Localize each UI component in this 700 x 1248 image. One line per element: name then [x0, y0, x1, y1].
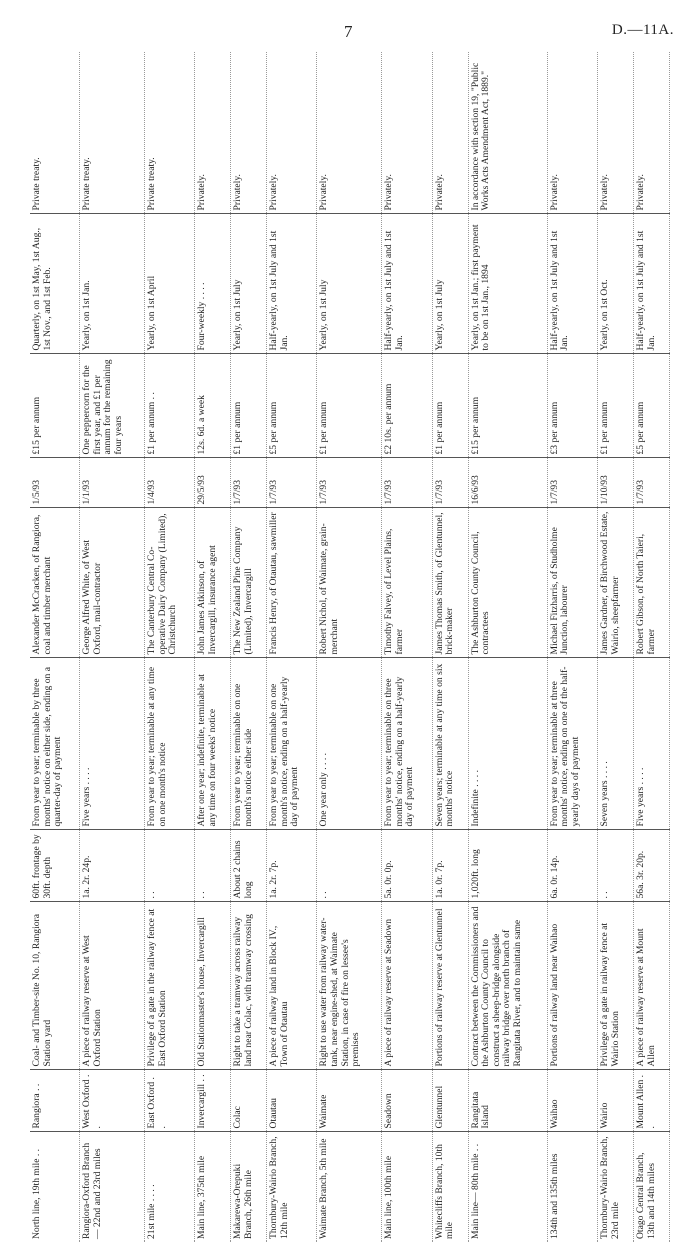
table-row [547, 52, 597, 1242]
location-cell: Main line, 375th mile [196, 1155, 208, 1239]
area-cell: 5a. 0r. 0p. [382, 830, 432, 902]
station-cell: Otautau [267, 1070, 317, 1132]
table-body [30, 52, 670, 1242]
location-cell: Main line, 100th mile [383, 1155, 395, 1239]
description-cell: A piece of railway reserve at Seadown [382, 902, 432, 1070]
description-cell: Privilege of a gate in railway fence at Wairio Station [598, 902, 634, 1070]
rent-cell: £1 per annum [317, 354, 382, 458]
date-cell: 29/5/93 [195, 458, 231, 508]
table-row [468, 52, 547, 1242]
lessee-cell: Michael Fitzharris, of Studholme Junction, labourer [547, 508, 597, 658]
lessee-cell: Robert Nichol, of Waimate, grain-merchant [317, 508, 382, 658]
table-row [317, 52, 382, 1242]
term-cell: After one year; indefinite, terminable at any time on four weeks' notice [195, 658, 231, 830]
date-cell: 1/7/93 [317, 458, 382, 508]
station-cell: Mount Allen . . [634, 1070, 670, 1132]
rent-cell: £15 per annum [30, 354, 80, 458]
how-let-cell: Private treaty. [80, 52, 145, 214]
table-row [231, 52, 267, 1242]
how-let-cell: Privately. [317, 52, 382, 214]
location-cell: Thornbury-Wairio Branch, 23rd mile [599, 1136, 621, 1239]
date-cell: 1/7/93 [267, 458, 317, 508]
term-cell: Seven years . . . . [598, 658, 634, 830]
rent-cell: £1 per annum [432, 354, 468, 458]
description-cell: A piece of railway reserve at West Oxford Station [80, 902, 145, 1070]
document-reference: D.—11A. [611, 22, 674, 38]
lessee-cell: John James Atkinson, of Invercargill, insurance agent [195, 508, 231, 658]
station-cell: West Oxford . . [80, 1070, 145, 1132]
location-cell: Makarewa-Orepuki Branch, 26th mile [232, 1163, 254, 1239]
payable-cell: Yearly, on 1st July [231, 214, 267, 354]
how-let-cell: Privately. [547, 52, 597, 214]
term-cell: From year to year; terminable at three months' notice, ending on one of the half-yearly days of payment [547, 658, 597, 830]
table-row [382, 52, 432, 1242]
term-cell: From year to year; terminable on one month's notice, ending on a half-yearly day of payment [267, 658, 317, 830]
term-cell: Five years . . . . [80, 658, 145, 830]
table-row [145, 52, 195, 1242]
how-let-cell: In accordance with section 19, "Public Works Acts Amendment Act, 1889." [468, 52, 547, 214]
page-number: 7 [344, 22, 353, 41]
rent-cell: £2 10s. per annum [382, 354, 432, 458]
description-cell: A piece of railway land in Block IV., Town of Otautau [267, 902, 317, 1070]
rent-cell: £3 per annum [547, 354, 597, 458]
description-cell: Privilege of a gate in the railway fence at East Oxford Station [145, 902, 195, 1070]
location-cell: Otago Central Branch, 13th and 14th miles [635, 1152, 657, 1239]
station-cell: Rangiora . . [30, 1070, 80, 1132]
term-cell: Five years . . . . [634, 658, 670, 830]
station-cell: East Oxford . . [145, 1070, 195, 1132]
rent-cell: £1 per annum [598, 354, 634, 458]
area-cell: 6a. 0r. 14p. [547, 830, 597, 902]
table-row [80, 52, 145, 1242]
area-cell: 1,020ft. long [468, 830, 547, 902]
lessee-cell: George Alfred White, of West Oxford, mail-contractor [80, 508, 145, 658]
railway-leases-table [30, 52, 670, 1242]
lessee-cell: James Gardner, of Birchwood Estate, Wairio, sheepfarmer [598, 508, 634, 658]
station-cell: Waihao [547, 1070, 597, 1132]
lessee-cell: Robert Gibson, of North Taieri, farmer [634, 508, 670, 658]
payable-cell: Half-yearly, on 1st July and 1st Jan. [547, 214, 597, 354]
term-cell: From year to year; terminable on one month's notice either side [231, 658, 267, 830]
date-cell: 1/1/93 [80, 458, 145, 508]
lessee-cell: The New Zealand Pine Company (Limited), Invercargill [231, 508, 267, 658]
lessee-cell: James Thomas Smith, of Glentunnel, brick-maker [432, 508, 468, 658]
location-cell: 21st mile . . . . [146, 1184, 158, 1239]
date-cell: 1/7/93 [432, 458, 468, 508]
lessee-cell: Francis Henry, of Otautau, sawmiller [267, 508, 317, 658]
payable-cell: Four-weekly . . . . [195, 214, 231, 354]
how-let-cell: Privately. [195, 52, 231, 214]
how-let-cell: Privately. [432, 52, 468, 214]
payable-cell: Yearly, on 1st Jan.; first payment to be on 1st Jan., 1894 [468, 214, 547, 354]
date-cell: 1/10/93 [598, 458, 634, 508]
rent-cell: £15 per annum [468, 354, 547, 458]
area-cell: About 2 chains long [231, 830, 267, 902]
station-cell: Wairio [598, 1070, 634, 1132]
table-row [432, 52, 468, 1242]
area-cell: 60ft. frontage by 30ft. depth [30, 830, 80, 902]
date-cell: 1/7/93 [231, 458, 267, 508]
lessee-cell: The Canterbury Central Co-operative Dairy Company (Limited), Christchurch [145, 508, 195, 658]
how-let-cell: Private treaty. [145, 52, 195, 214]
area-cell: 1a. 2r. 24p. [80, 830, 145, 902]
station-cell: Waimate [317, 1070, 382, 1132]
description-cell: Right to use water from railway water-tank, near engine-shed, at Waimate Station, in case of fire on lessee's premises [317, 902, 382, 1070]
location-cell: Main line— 80th mile . . [469, 1143, 481, 1239]
payable-cell: Quarterly, on 1st May, 1st Aug., 1st Nov., and 1st Feb. [30, 214, 80, 354]
area-cell: 1a. 0r. 7p. [432, 830, 468, 902]
location-cell: North line, 19th mile . . [31, 1148, 42, 1239]
rotated-table-viewport [30, 52, 670, 1242]
area-cell: 1a. 2r. 7p. [267, 830, 317, 902]
payable-cell: Half-yearly, on 1st July and 1st Jan. [634, 214, 670, 354]
date-cell: 16/6/93 [468, 458, 547, 508]
term-cell: From year to year; terminable by three months' notice on either side, ending on a quarter-day of payment [30, 658, 80, 830]
area-cell: . . [145, 830, 195, 902]
term-cell: One year only . . . . [317, 658, 382, 830]
location-cell: Rangiora-Oxford Branch— 22nd and 23rd miles [81, 1142, 103, 1239]
how-let-cell: Privately. [382, 52, 432, 214]
payable-cell: Yearly, on 1st April [145, 214, 195, 354]
table-row [267, 52, 317, 1242]
how-let-cell: Privately. [598, 52, 634, 214]
rent-cell: £5 per annum [634, 354, 670, 458]
location-cell: Waimate Branch, 5th mile [318, 1138, 330, 1239]
date-cell: 1/5/93 [30, 458, 80, 508]
location-cell: Whitecliffs Branch, 10th mile [433, 1144, 456, 1239]
lessee-cell: The Ashburton County Council, contractees [468, 508, 547, 658]
table-row [598, 52, 634, 1242]
payable-cell: Half-yearly, on 1st July and 1st Jan. [382, 214, 432, 354]
lessee-cell: Timothy Falvey, of Level Plains, farmer [382, 508, 432, 658]
date-cell: 1/7/93 [382, 458, 432, 508]
date-cell: 1/7/93 [634, 458, 670, 508]
description-cell: Portions of railway land near Waihao [547, 902, 597, 1070]
rotated-table-container [30, 52, 670, 1242]
description-cell: Contract between the Commissioners and the Ashburton County Council to construct a sheep-bridge alongside railway bridge over north branch of Rangitata River, and to maintain same [468, 902, 547, 1070]
rent-cell: One peppercorn for the first year, and £1 per annum for the remaining four years [80, 354, 145, 458]
description-cell: Portions of railway reserve at Glentunnel [432, 902, 468, 1070]
term-cell: Seven years; terminable at any time on six months' notice [432, 658, 468, 830]
station-cell: Rangitata Island [468, 1070, 547, 1132]
area-cell: . . [598, 830, 634, 902]
term-cell: Indefinite . . . . [468, 658, 547, 830]
description-cell: Coal- and Timber-site No. 10, Rangiora Station yard [30, 902, 80, 1070]
date-cell: 1/4/93 [145, 458, 195, 508]
payable-cell: Yearly, on 1st Oct. [598, 214, 634, 354]
payable-cell: Yearly, on 1st July [432, 214, 468, 354]
description-cell: Old Stationmaster's house, Invercargill [195, 902, 231, 1070]
payable-cell: Yearly, on 1st Jan. [80, 214, 145, 354]
station-cell: Seadown [382, 1070, 432, 1132]
lessee-cell: Alexander McCracken, of Rangiora, coal and timber merchant [30, 508, 80, 658]
rent-cell: 12s. 6d. a week [195, 354, 231, 458]
station-cell: Invercargill . . [195, 1070, 231, 1132]
table-row [30, 52, 80, 1242]
area-cell: 56a. 3r. 20p. [634, 830, 670, 902]
rent-cell: £5 per annum [267, 354, 317, 458]
table-row [195, 52, 231, 1242]
location-cell: Thornbury-Wairio Branch, 12th mile [268, 1136, 290, 1239]
how-let-cell: Private treaty. [30, 52, 80, 214]
date-cell: 1/7/93 [547, 458, 597, 508]
how-let-cell: Privately. [634, 52, 670, 214]
description-cell: Right to take a tramway across railway land near Colac, with tramway crossing [231, 902, 267, 1070]
table-row [634, 52, 670, 1242]
how-let-cell: Privately. [231, 52, 267, 214]
area-cell: . . [317, 830, 382, 902]
rent-cell: £1 per annum . . [145, 354, 195, 458]
station-cell: Glentunnel [432, 1070, 468, 1132]
description-cell: A piece of railway reserve at Mount Allen [634, 902, 670, 1070]
term-cell: From year to year; terminable at any time on one month's notice [145, 658, 195, 830]
location-cell: 134th and 135th miles [548, 1153, 560, 1239]
payable-cell: Half-yearly, on 1st July and 1st Jan. [267, 214, 317, 354]
station-cell: Colac [231, 1070, 267, 1132]
payable-cell: Yearly, on 1st July [317, 214, 382, 354]
how-let-cell: Privately. [267, 52, 317, 214]
rent-cell: £1 per annum [231, 354, 267, 458]
term-cell: From year to year; terminable on three months' notice, ending on a half-yearly day of payment [382, 658, 432, 830]
area-cell: . . [195, 830, 231, 902]
